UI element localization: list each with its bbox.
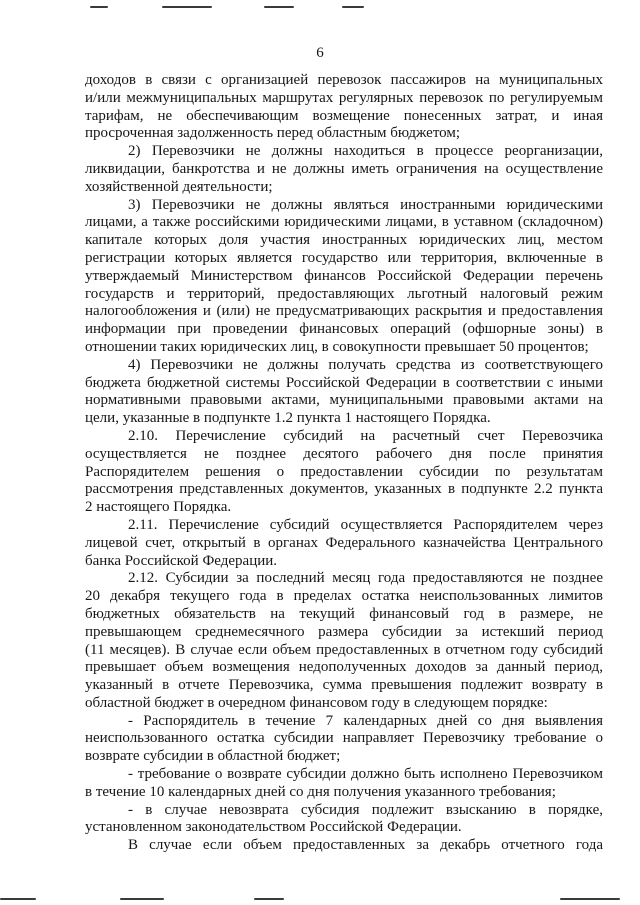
scan-artifact-top-4	[342, 6, 364, 8]
scan-artifact-top-3	[264, 6, 294, 8]
text-line: лицами, а также российскими юридическими лицами, в уставном (складочном)	[85, 214, 603, 231]
scan-artifact-top-1	[90, 6, 108, 8]
document-body	[85, 72, 603, 855]
text-line: указанный в отчете Перевозчика, сумма превышения подлежит возврату в	[85, 677, 603, 694]
text-line: лицевой счет, открытый в органах Федерального казначейства Центрального	[85, 534, 603, 551]
text-line: хозяйственной деятельности;	[85, 178, 273, 195]
text-line: 2.11. Перечисление субсидий осуществляется Распорядителем через	[128, 516, 603, 533]
text-line: В случае если объем предоставленных за декабрь отчетного года	[128, 837, 603, 854]
text-line: в течение 10 календарных дней со дня получения указанного требования;	[85, 783, 556, 800]
text-line: доходов в связи с организацией перевозок пассажиров на муниципальных	[85, 72, 603, 88]
text-line: превышает объем возмещения недополученных доходов за данный период,	[85, 659, 603, 676]
text-line: 2) Перевозчики не должны находиться в процессе реорганизации,	[128, 143, 603, 160]
scan-artifact-bottom-3	[254, 898, 284, 900]
text-line: - в случае невозврата субсидия подлежит взысканию в порядке,	[128, 801, 603, 818]
scan-artifact-bottom-4	[560, 898, 620, 900]
text-line: тарифам, не обеспечивающим возмещение понесенных затрат, и иная	[85, 107, 603, 124]
text-line: цели, указанные в подпункте 1.2 пункта 1 настоящего Порядка.	[85, 410, 491, 427]
text-line: неиспользованного остатка субсидии направляет Перевозчику требование о	[85, 730, 603, 747]
text-line: банка Российской Федерации.	[85, 552, 278, 569]
text-line: утверждаемый Министерством финансов Российской Федерации перечень	[85, 267, 603, 284]
text-line: государств и территорий, предоставляющих льготный налоговый режим	[85, 285, 603, 302]
text-line: информации при проведении финансовых операций (офшорные зоны) в	[85, 321, 603, 338]
text-line: 20 декабря текущего года в пределах остатка неиспользованных лимитов	[85, 588, 603, 605]
text-line: бюджета бюджетной системы Российской Федерации в соответствии с иными	[85, 374, 603, 391]
text-line: капитале которых доля участия иностранных юридических лиц, местом	[85, 232, 603, 249]
text-line: налогообложения и (или) не предусматривающих раскрытия и предоставления	[85, 303, 603, 320]
text-line: Распорядителем решения о предоставлении субсидии по результатам	[85, 463, 603, 480]
text-line: областной бюджет в очередном финансовом году в следующем порядке:	[85, 694, 548, 711]
text-line: превышающем среднемесячного размера субсидии за истекший период	[85, 623, 603, 640]
page-number: 6	[316, 45, 324, 61]
text-line: просроченная задолженность перед областным бюджетом;	[85, 125, 461, 142]
scan-artifact-bottom-2	[120, 898, 164, 900]
text-line: нормативными правовыми актами, муниципальными правовыми актами на	[85, 392, 603, 409]
text-line: и/или межмуниципальных маршрутах регулярных перевозок по регулируемым	[85, 89, 603, 106]
text-line: 4) Перевозчики не должны получать средства из соответствующего	[128, 356, 603, 373]
text-line: - требование о возврате субсидии должно быть исполнено Перевозчиком	[128, 766, 603, 783]
text-line: (11 месяцев). В случае если объем предоставленных в отчетном году субсидий	[85, 641, 603, 658]
text-line: возврате субсидии в областной бюджет;	[85, 748, 341, 765]
text-line: 2.10. Перечисление субсидий на расчетный счет Перевозчика	[128, 427, 603, 444]
text-line: установленном законодательством Российской Федерации.	[85, 819, 462, 836]
text-line: 2.12. Субсидии за последний месяц года предоставляются не позднее	[128, 570, 603, 587]
text-line: осуществляется не позднее десятого рабочего дня после принятия	[85, 445, 603, 462]
text-line: 3) Перевозчики не должны являться иностранными юридическими	[128, 196, 603, 213]
text-line: бюджетных обязательств на текущий финансовый год в размере, не	[85, 605, 603, 622]
text-line: рассмотрения представленных документов, указанных в подпункте 2.2 пункта	[85, 481, 603, 498]
text-line: ликвидации, банкротства и не должны иметь ограничения на осуществление	[85, 160, 603, 177]
text-line: регистрации которых является государство или территория, включенные в	[85, 249, 603, 266]
text-line: - Распорядитель в течение 7 календарных дней со дня выявления	[128, 712, 603, 729]
scan-artifact-top-2	[162, 6, 212, 8]
scan-artifact-bottom-1	[0, 898, 36, 900]
text-line: отношении таких юридических лиц, в совокупности превышает 50 процентов;	[85, 338, 589, 355]
text-line: 2 настоящего Порядка.	[85, 499, 232, 516]
